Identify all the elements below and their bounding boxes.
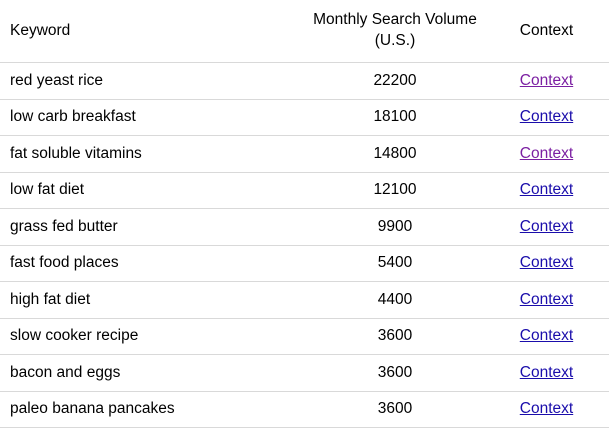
table-header-row: [0, 0, 609, 63]
table-row: [0, 391, 609, 428]
context-link[interactable]: Context: [519, 144, 574, 162]
column-header-keyword: Keyword: [10, 21, 71, 39]
column-header-context: Context: [519, 21, 574, 39]
cell-search-volume: 3600: [300, 355, 490, 392]
cell-search-volume: 12100: [300, 172, 490, 209]
context-link[interactable]: Context: [519, 217, 574, 235]
cell-search-volume: 4400: [300, 282, 490, 319]
cell-search-volume: 22200: [300, 63, 490, 100]
cell-keyword: grass fed butter: [0, 209, 300, 246]
cell-context: [490, 136, 609, 173]
cell-context: [490, 99, 609, 136]
cell-search-volume: 14800: [300, 136, 490, 173]
table-row: [0, 355, 609, 392]
cell-search-volume: 5400: [300, 245, 490, 282]
cell-search-volume: 3600: [300, 318, 490, 355]
context-link[interactable]: Context: [519, 254, 574, 272]
cell-keyword: low carb breakfast: [0, 99, 300, 136]
cell-search-volume: 3600: [300, 391, 490, 428]
cell-search-volume: 9900: [300, 209, 490, 246]
context-link[interactable]: Context: [519, 290, 574, 308]
cell-keyword: slow cooker recipe: [0, 318, 300, 355]
cell-context: [490, 355, 609, 392]
cell-keyword: fast food places: [0, 245, 300, 282]
table-row: [0, 282, 609, 319]
cell-context: [490, 245, 609, 282]
table-row: [0, 63, 609, 100]
context-link[interactable]: Context: [519, 363, 574, 381]
cell-context: [490, 63, 609, 100]
context-link[interactable]: Context: [519, 181, 574, 199]
table-row: [0, 318, 609, 355]
cell-keyword: fat soluble vitamins: [0, 136, 300, 173]
table-row: [0, 209, 609, 246]
table-row: [0, 99, 609, 136]
context-link[interactable]: Context: [519, 71, 574, 89]
cell-search-volume: 18100: [300, 99, 490, 136]
table-row: [0, 172, 609, 209]
table-body: [0, 63, 609, 428]
cell-context: [490, 172, 609, 209]
cell-keyword: bacon and eggs: [0, 355, 300, 392]
cell-keyword: paleo banana pancakes: [0, 391, 300, 428]
column-header-volume-line2: (U.S.): [374, 32, 416, 49]
cell-keyword: low fat diet: [0, 172, 300, 209]
cell-keyword: red yeast rice: [0, 63, 300, 100]
context-link[interactable]: Context: [519, 108, 574, 126]
column-header-volume-line1: Monthly Search Volume: [313, 11, 477, 29]
column-header-volume: [300, 0, 490, 63]
cell-context: [490, 318, 609, 355]
table-header: [0, 0, 609, 63]
cell-keyword: high fat diet: [0, 282, 300, 319]
context-link[interactable]: Context: [519, 327, 574, 345]
cell-context: [490, 391, 609, 428]
cell-context: [490, 282, 609, 319]
table-row: [0, 136, 609, 173]
cell-context: [490, 209, 609, 246]
table-row: [0, 245, 609, 282]
context-link[interactable]: Context: [519, 400, 574, 418]
